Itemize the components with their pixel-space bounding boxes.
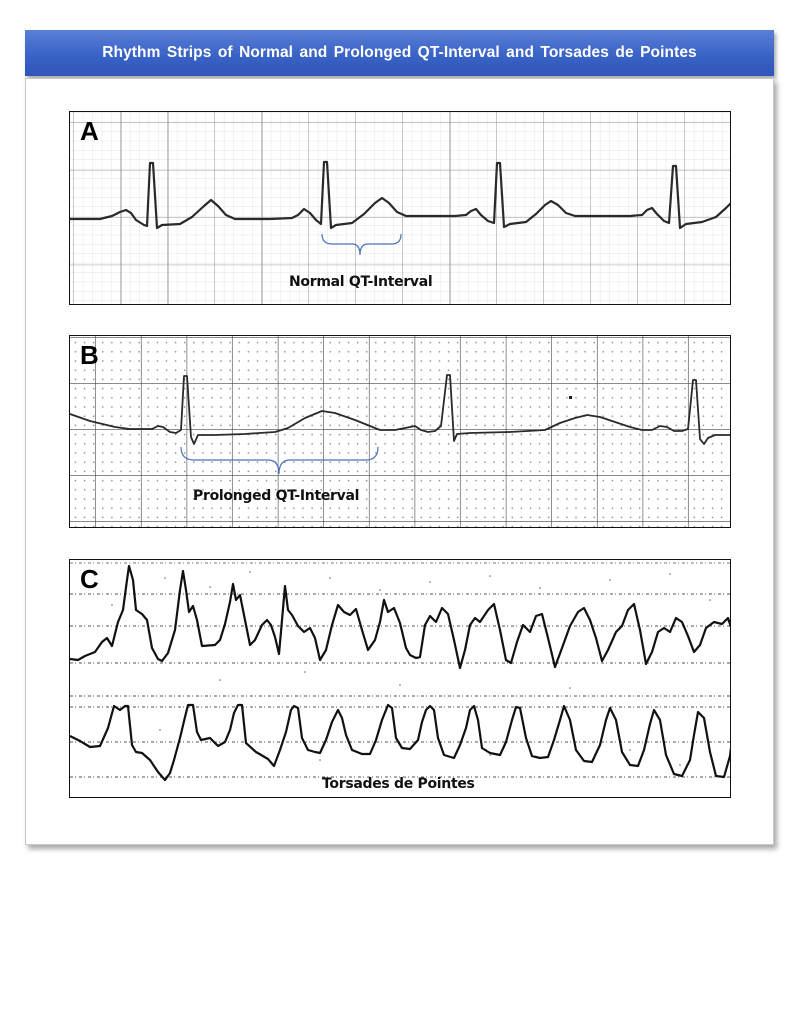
caption-torsades: Torsades de Pointes	[322, 776, 475, 792]
page-title: Rhythm Strips of Normal and Prolonged QT-Interval and Torsades de Pointes	[102, 44, 697, 61]
artifact-dot	[569, 396, 572, 399]
strip-label-b: B	[80, 340, 99, 370]
strip-label-a: A	[80, 116, 99, 146]
caption-normal-qt: Normal QT-Interval	[289, 274, 433, 290]
caption-prolonged-qt: Prolonged QT-Interval	[193, 488, 360, 504]
rhythm-strip-a	[69, 111, 731, 305]
ecg-trace-torsades	[70, 560, 731, 798]
rhythm-strip-b	[69, 335, 731, 528]
noise-dots	[89, 571, 711, 789]
ecg-waveform-c-upper	[70, 566, 731, 668]
rhythm-strip-c	[69, 559, 731, 798]
title-banner	[25, 30, 774, 76]
ecg-trace-prolonged-qt	[70, 336, 731, 528]
strip-label-c: C	[80, 564, 99, 594]
